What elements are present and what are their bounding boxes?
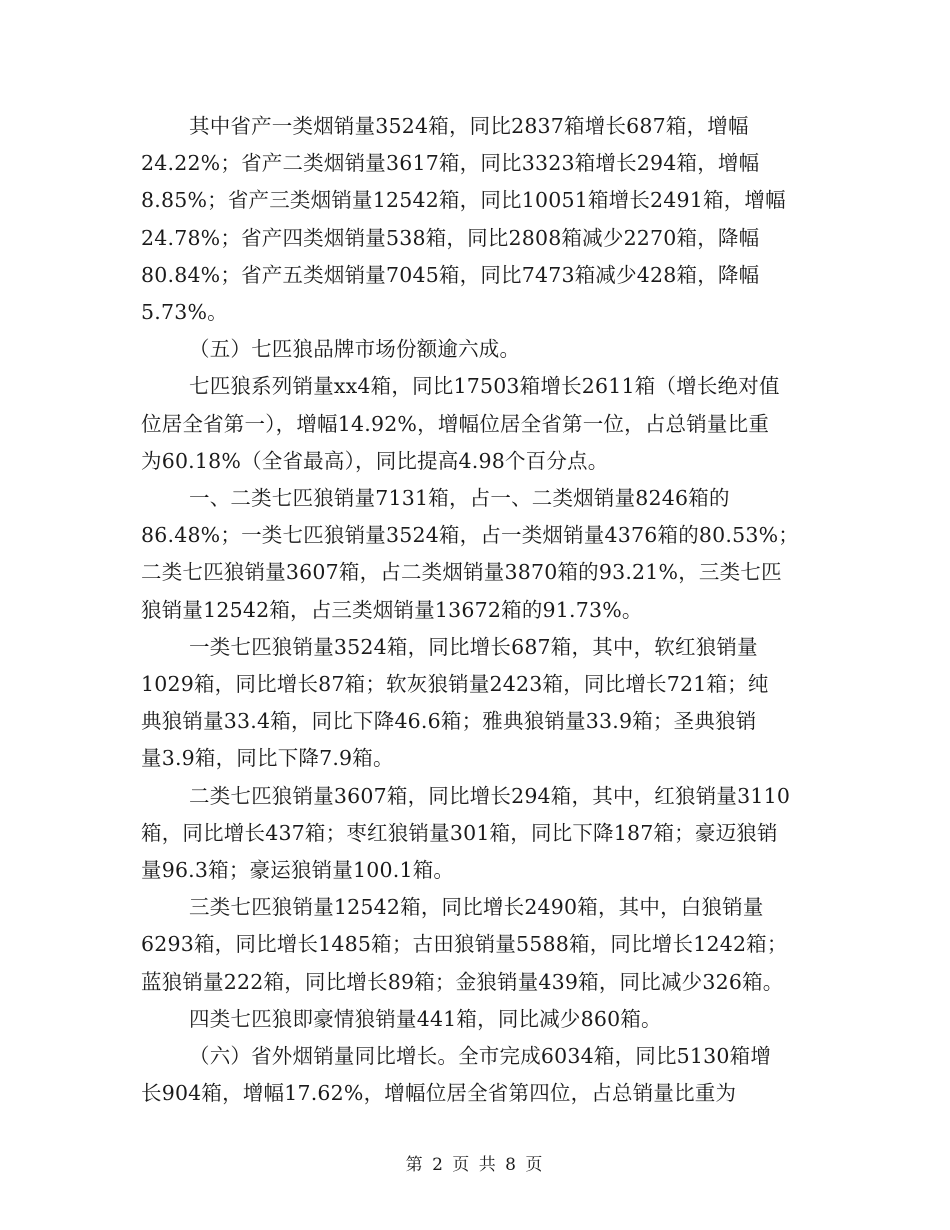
- paragraph: [141, 480, 813, 629]
- text-line: 8.85%；省产三类烟销量12542箱，同比10051箱增长2491箱，增幅: [141, 188, 786, 213]
- text-line: 24.78%；省产四类烟销量538箱，同比2808箱减少2270箱，降幅: [141, 225, 760, 250]
- text-line: 1029箱，同比增长87箱；软灰狼销量2423箱，同比增长721箱；纯: [141, 672, 769, 697]
- text-line: 二类七匹狼销量3607箱，同比增长294箱，其中，红狼销量3110: [189, 783, 791, 808]
- text-line: 位居全省第一），增幅14.92%，增幅位居全省第一位，占总销量比重: [141, 411, 770, 436]
- text-line: 80.84%；省产五类烟销量7045箱，同比7473箱减少428箱，降幅: [141, 262, 760, 287]
- text-line: 典狼销量33.4箱，同比下降46.6箱；雅典狼销量33.9箱；圣典狼销: [141, 709, 757, 734]
- text-line: 长904箱，增幅17.62%，增幅位居全省第四位，占总销量比重为: [141, 1081, 737, 1106]
- text-line: 量96.3箱；豪运狼销量100.1箱。: [141, 858, 455, 883]
- text-line: 四类七匹狼即豪情狼销量441箱，同比减少860箱。: [189, 1006, 662, 1031]
- paragraph: [141, 629, 813, 778]
- text-line: 二类七匹狼销量3607箱，占二类烟销量3870箱的93.21%，三类七匹: [141, 560, 782, 585]
- paragraph: [141, 368, 813, 480]
- text-line: （六）省外烟销量同比增长。全市完成6034箱，同比5130箱增: [189, 1044, 772, 1069]
- text-line: 一、二类七匹狼销量7131箱，占一、二类烟销量8246箱的: [189, 486, 730, 511]
- paragraph: [141, 889, 813, 1001]
- text-line: 蓝狼销量222箱，同比增长89箱；金狼销量439箱，同比减少326箱。: [141, 969, 784, 994]
- text-line: 狼销量12542箱，占三类烟销量13672箱的91.73%。: [141, 597, 643, 622]
- page-footer: 第 2 页 共 8 页: [405, 1155, 545, 1175]
- text-line: 其中省产一类烟销量3524箱，同比2837箱增长687箱，增幅: [189, 114, 749, 138]
- paragraph: [141, 108, 813, 331]
- text-line: 24.22%；省产二类烟销量3617箱，同比3323箱增长294箱，增幅: [141, 151, 760, 176]
- text-line: 七匹狼系列销量xx4箱，同比17503箱增长2611箱（增长绝对值: [189, 374, 780, 399]
- text-line: 量3.9箱，同比下降7.9箱。: [141, 746, 394, 771]
- text-line: （五）七匹狼品牌市场份额逾六成。: [189, 337, 521, 362]
- paragraph: [141, 1038, 813, 1112]
- text-line: 箱，同比增长437箱；枣红狼销量301箱，同比下降187箱；豪迈狼销: [141, 820, 778, 845]
- text-line: 为60.18%（全省最高），同比提高4.98个百分点。: [141, 448, 609, 473]
- paragraph: [141, 331, 813, 368]
- text-line: 86.48%；一类七匹狼销量3524箱，占一类烟销量4376箱的80.53%；: [141, 523, 799, 548]
- text-line: 5.73%。: [141, 300, 228, 325]
- document-body: [141, 108, 813, 1112]
- text-line: 一类七匹狼销量3524箱，同比增长687箱，其中，软红狼销量: [189, 634, 758, 659]
- text-line: 6293箱，同比增长1485箱；古田狼销量5588箱，同比增长1242箱；: [141, 932, 788, 957]
- paragraph: [141, 1001, 813, 1038]
- paragraph: [141, 778, 813, 890]
- text-line: 三类七匹狼销量12542箱，同比增长2490箱，其中，白狼销量: [189, 895, 764, 920]
